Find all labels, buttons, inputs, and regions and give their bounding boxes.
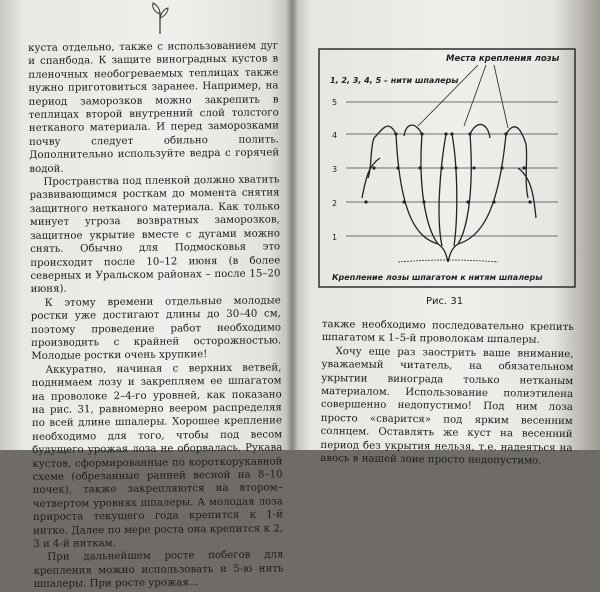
left-page-body — [28, 39, 284, 591]
left-page — [0, 0, 292, 591]
fig-legend: 1, 2, 3, 4, 5 – нити шпалеры — [330, 76, 459, 85]
vine-drawing — [362, 124, 536, 262]
book-gutter — [286, 0, 298, 450]
paragraph: Хочу еще раз заострить ваше внимание, уважаемый читатель, на обязательном укрытии винограда только нетканым материалом. Использование полиэтилена совершенно недопустимо! Под ним лоза просто «сварится» под ярким весенним солнцем. Оставлять же куст на весенний период без укрытия нельзя, т.е. надеяться на авось в нашей зоне просто недопустимо. — [320, 345, 574, 467]
paragraph: К этому времени отдельные молодые ростки уже достигают длины до 30–40 см, поэтому проведение работ необходимо производить с крайней осторожностью. Молодые ростки очень хрупкие! — [30, 295, 282, 363]
fig-bottom-label: Крепление лозы шпагатом к нитям шпалеры — [332, 273, 543, 282]
sprout-icon — [148, 0, 172, 34]
paragraph: Пространства под пленкой должно хватить развивающимся росткам до момента снятия защитного нетканого материала. Как только минует угроза возвратных заморозков, защитное укрытие вместе с дугами можно снять. Обычно для Подмосковья это происходит после 10–12 июня (в более северных и Уральском районах – после 15–20 июня). — [29, 174, 281, 296]
paragraph: куста отдельно, также с использованием дуг и спанбода. К защите виноградных кустов в пленочных необогреваемых теплицах также нужно приготовиться заранее. Например, на период заморозков можно закрепить в теплицах второй внутренний слой толстого нетканого материала. И перед заморозками почву следует обильно полить. Дополнительно используйте ведра с горячей водой. — [28, 40, 280, 175]
paragraph: При дальнейшем росте побегов для крепления можно использовать и 5-ю нить шпалеры. При росте урожая... — [33, 549, 284, 591]
level-label-2: 2 — [332, 199, 338, 208]
right-page-body — [320, 318, 574, 469]
figure-caption: Рис. 31 — [426, 296, 464, 307]
level-label-1: 1 — [332, 233, 338, 242]
level-label-3: 3 — [332, 165, 338, 174]
trellis-figure — [318, 48, 576, 288]
level-label-5: 5 — [332, 98, 338, 107]
paragraph: Аккуратно, начиная с верхних ветвей, поднимаем лозу и закрепляем ее шпагатом на проволоке 2–4-го уровней, как показано на рис. 31, равномерно веером распределяя по всей длине шпалеры. Хорошее крепление необходимо для того, чтобы под весом будущего урожая лоза не оборвалась. Рукава кустов, сформированные по короткорукавной схеме (обрезанные ранней весной на 8–10 почек), также закрепляются на втором–четвертом уровнях шпалеры. А молодая лоза прироста текущего года крепится к 1-й нитке. Далее по мере роста она крепится к 2, 3 и 4-й ниткам. — [31, 362, 284, 551]
fig-top-label: Места крепления лозы — [446, 54, 560, 64]
paragraph: также необходимо последовательно крепить шпагатом к 1–5-й проволокам шпалеры. — [321, 318, 574, 347]
level-label-4: 4 — [332, 131, 338, 140]
